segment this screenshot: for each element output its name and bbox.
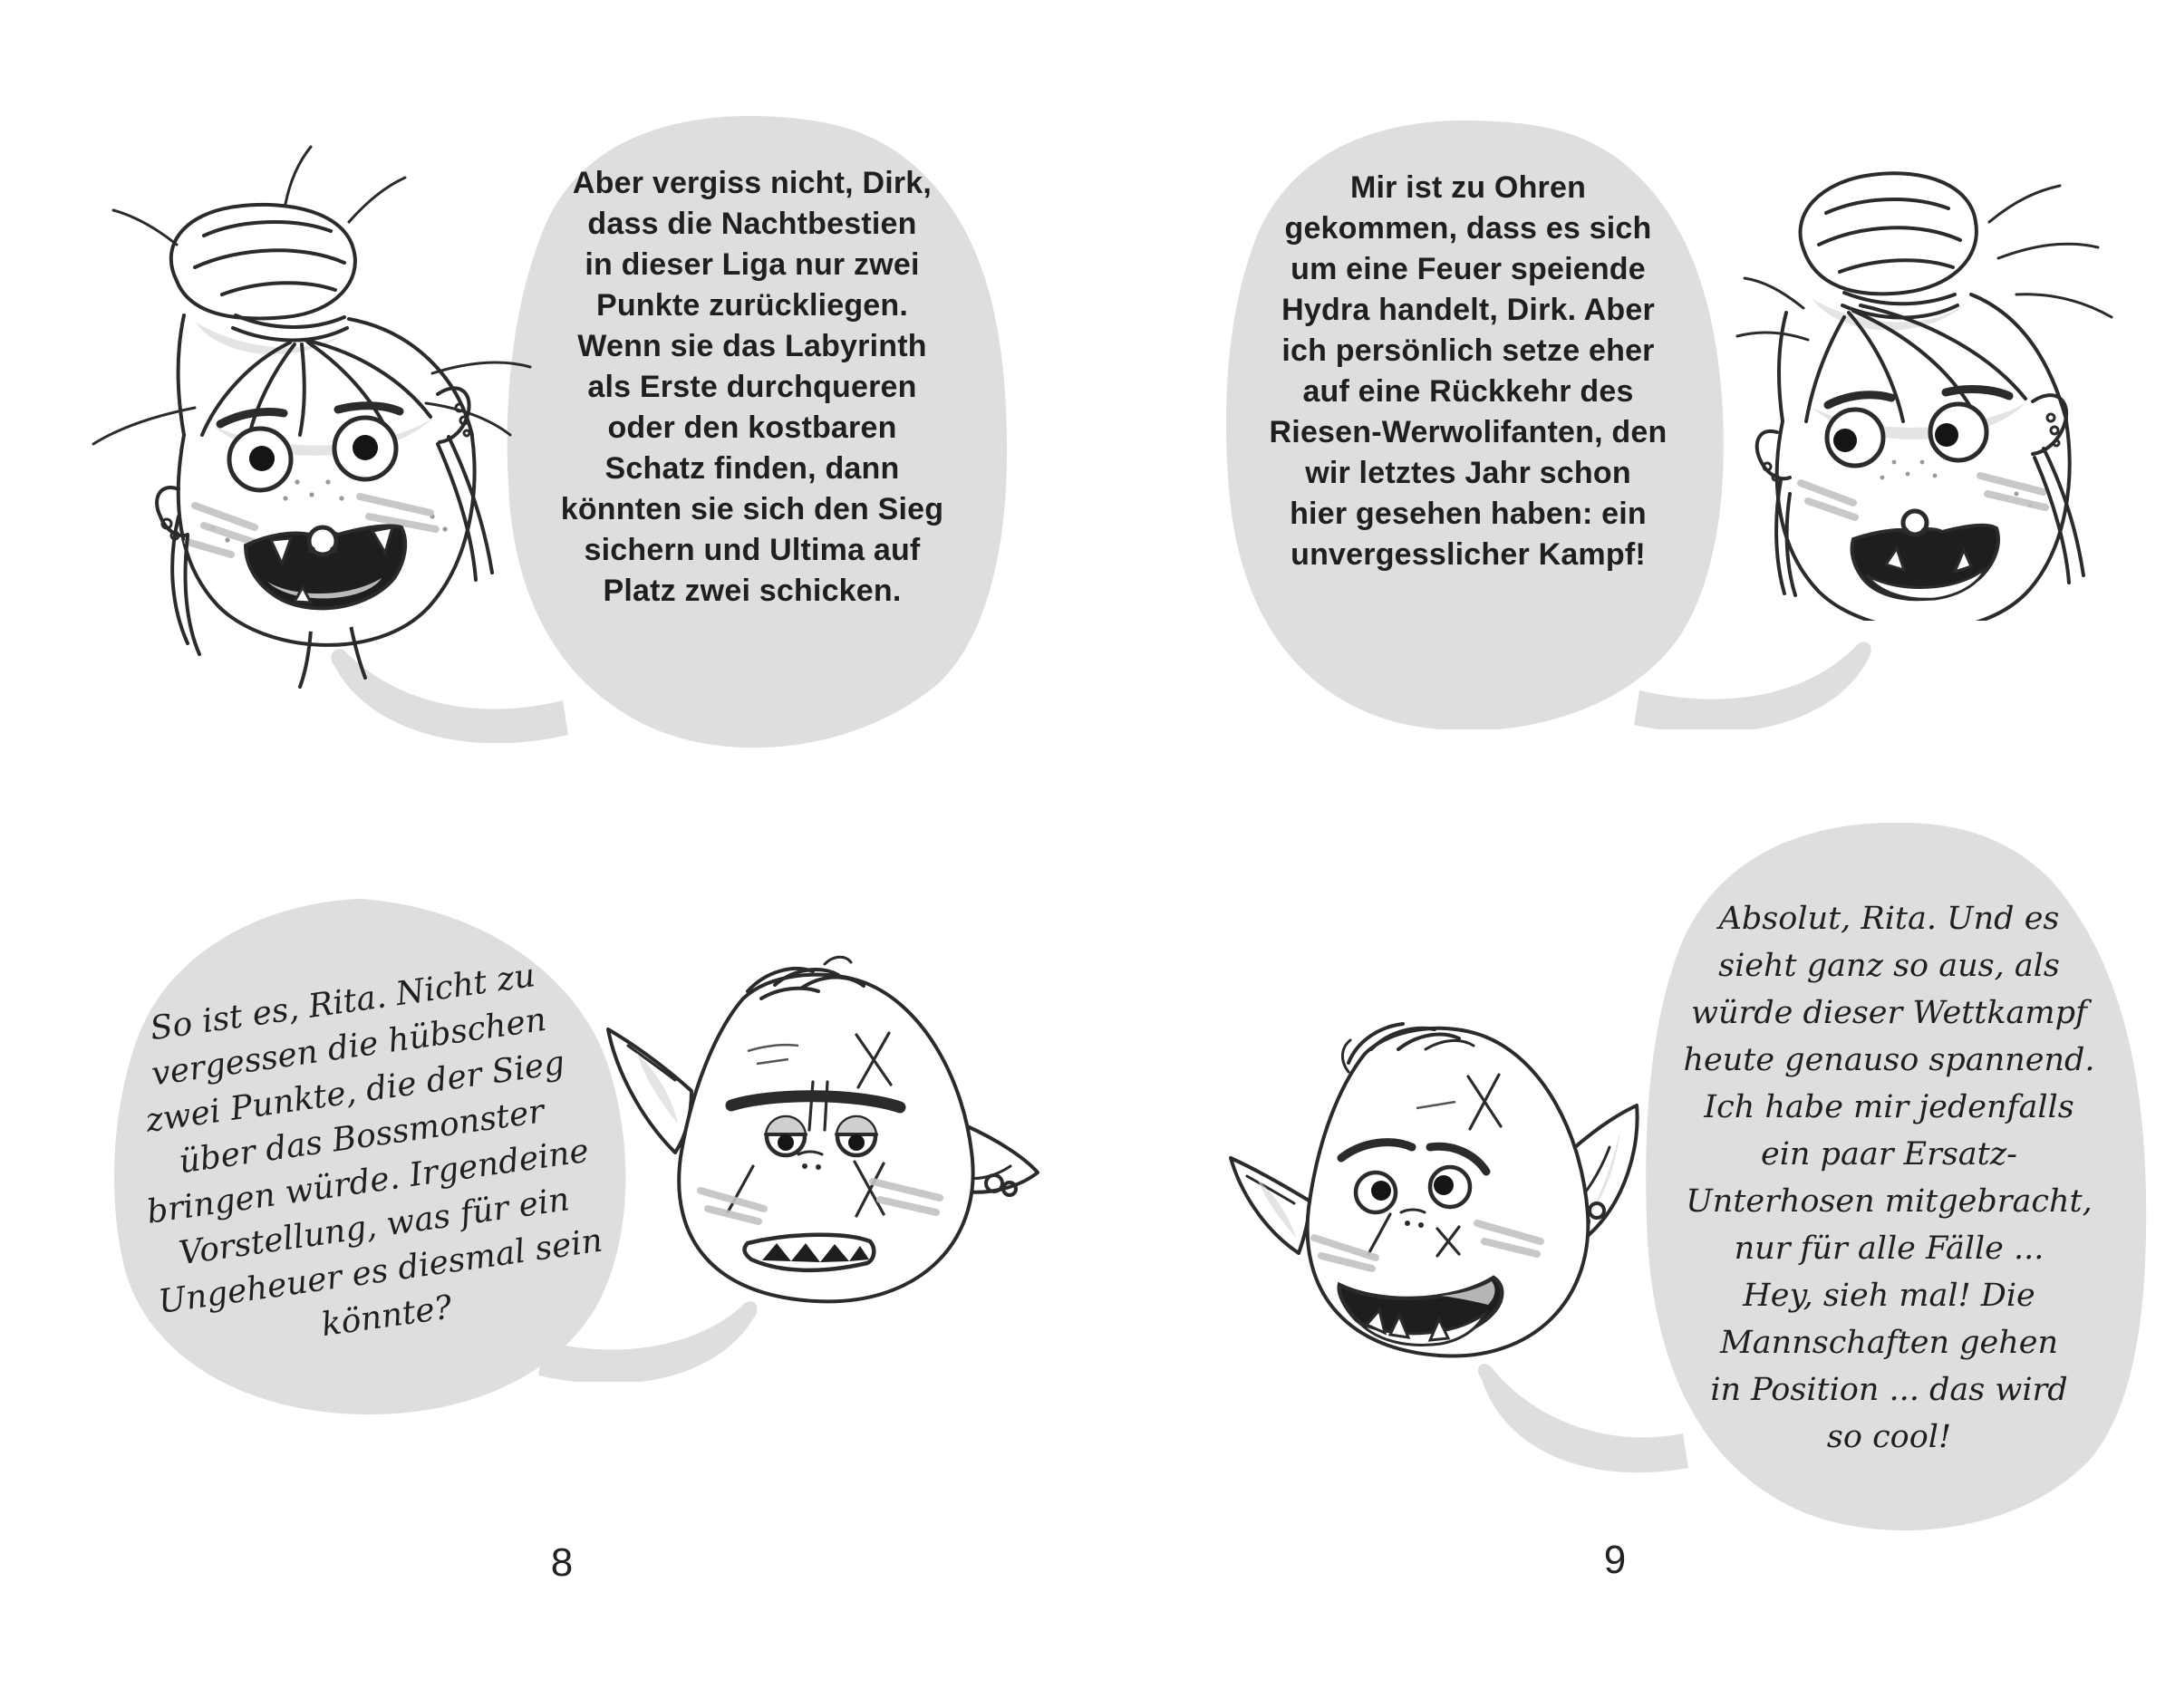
ogre-character-illustration-right [1213,986,1666,1385]
dialog-text-rita-1: Aber vergiss nicht, Dirk, dass die Nachtbestien in dieser Liga nur zwei Punkte zurückliegen. Wenn sie das Labyrinth als Erste durchqueren oder den kostbaren Schatz finden, dann könnten sie sich den Sieg sichern und Ultima auf Platz zwei schicken. [560,166,944,608]
ogre-character-illustration-left [585,944,1056,1325]
girl-character-illustration-left [77,136,548,698]
dialog-text-dirk-2: Absolut, Rita. Und es sieht ganz so aus, als würde dieser Wettkampf heute genauso spannend. Ich habe mir jedenfalls ein paar Ersatz- Unterhosen mitgebracht, nur für alle Fälle ... Hey, sieh mal! Die Mannschaften gehen in Position ... das wird so cool! [1683,901,2095,1455]
dialog-text-dirk-1: So ist es, Rita. Nicht zu vergessen die hübschen zwei Punkte, die der Sieg über das Bossmonster bringen würde. Irgendeine Vorstellung, was für ein Ungeheuer es diesmal sein könnte? [143,957,605,1345]
page-number-right: 9 [1603,1538,1627,1582]
bubble-tail-top-right [1609,634,1880,729]
dialog-text-rita-2: Mir ist zu Ohren gekommen, dass es sich um eine Feuer speiende Hydra handelt, Dirk. Aber ich persönlich setze eher auf eine Rückkehr des Riesen-Werwolifanten, den wir letztes Jahr schon hier gesehen haben: ein unvergesslicher Kampf! [1269,170,1668,572]
page-number-left: 8 [550,1540,574,1585]
girl-character-illustration-right [1717,150,2134,621]
